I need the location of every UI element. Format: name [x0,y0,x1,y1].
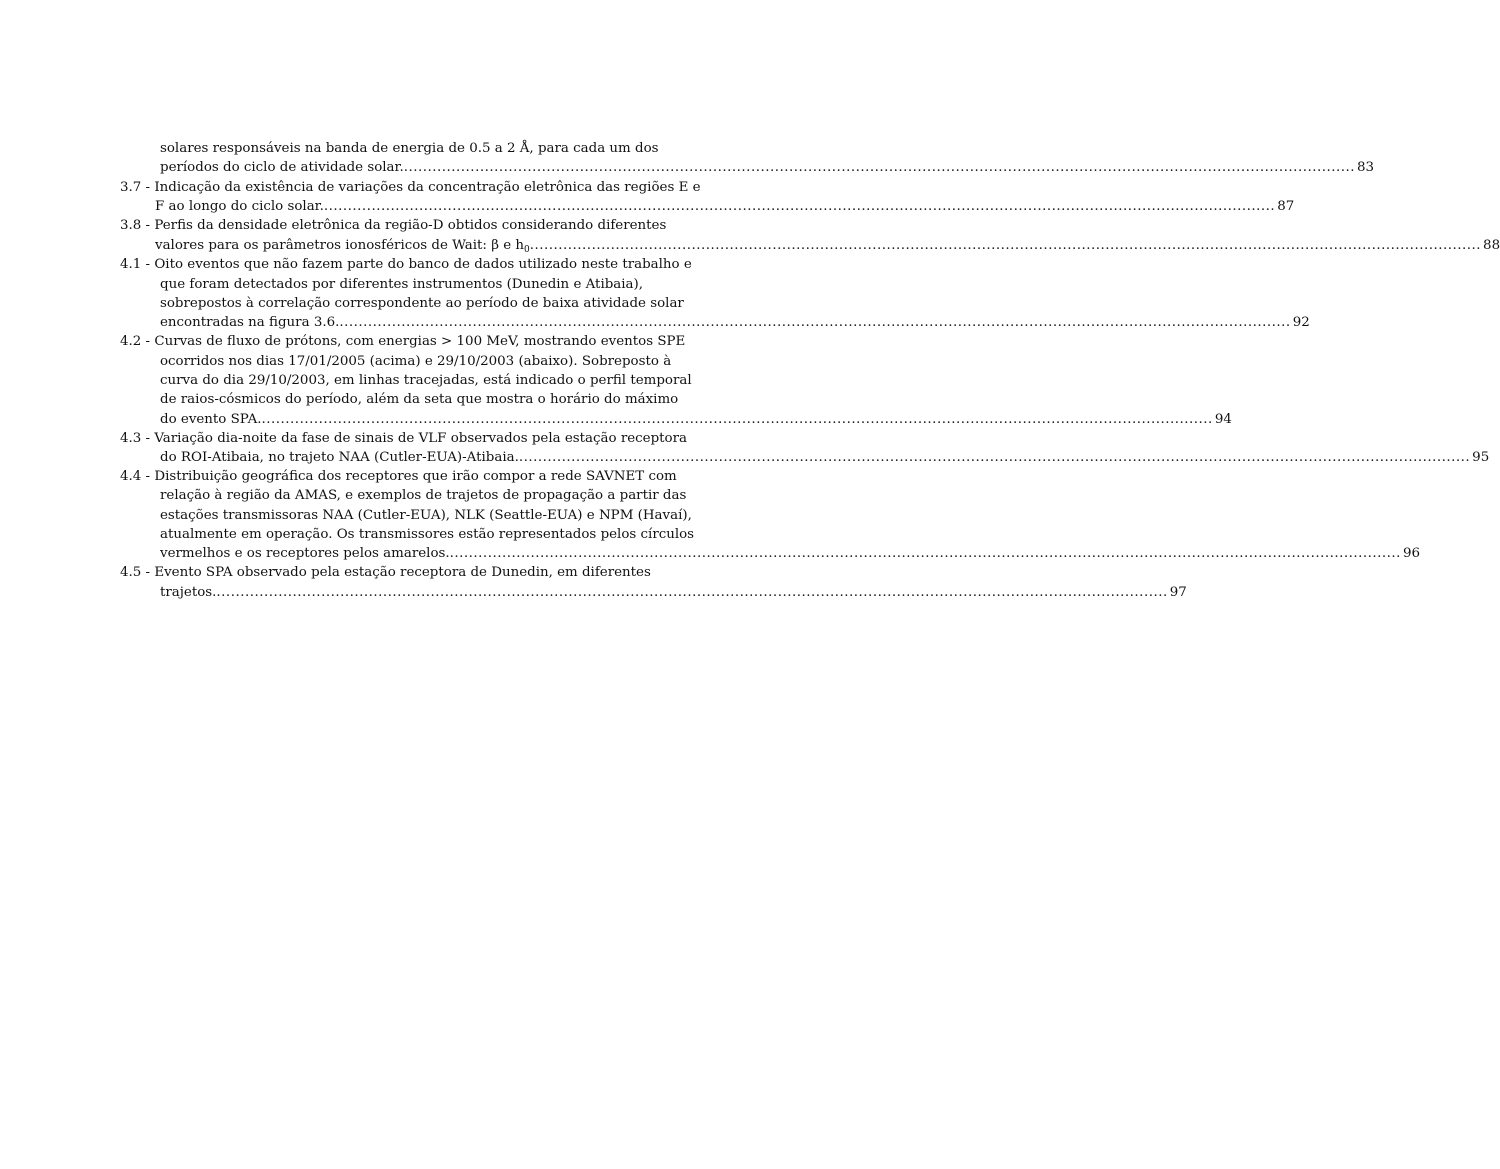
dot-leader: ........................................................................................................................................................................................................ [216,585,1168,600]
page-number: 92 [1292,315,1310,330]
toc-line-text: períodos do ciclo de atividade solar. [160,160,404,175]
page-number: 95 [1472,450,1490,465]
toc-line: 3.8 - Perfis da densidade eletrônica da região-D obtidos considerando diferentes [120,218,667,233]
toc-line-last [160,448,1490,468]
toc-line: 4.2 - Curvas de fluxo de prótons, com energias > 100 MeV, mostrando eventos SPE [120,334,686,349]
page-number: 88 [1483,238,1500,253]
toc-line: 4.1 - Oito eventos que não fazem parte do banco de dados utilizado neste trabalho e [120,257,692,272]
page-number: 94 [1214,412,1232,427]
toc-line-last [160,583,1187,603]
subscript: 0 [524,245,530,255]
toc-line-text: F ao longo do ciclo solar. [155,199,324,214]
dot-leader: ........................................................................................................................................................................................................ [339,315,1291,330]
dot-leader: ........................................................................................................................................................................................................ [261,412,1213,427]
toc-line-text: encontradas na figura 3.6. [160,315,340,330]
toc-line-last [155,236,1500,256]
toc-line-text: vermelhos e os receptores pelos amarelos. [160,546,450,561]
dot-leader: ........................................................................................................................................................................................................ [403,160,1356,175]
page-number: 83 [1357,160,1375,175]
dot-leader: ........................................................................................................................................................................................................ [449,546,1401,561]
dot-leader: ........................................................................................................................................................................................................ [323,199,1276,214]
page-number: 87 [1277,199,1295,214]
toc-line: estações transmissoras NAA (Cutler-EUA), NLK (Seattle-EUA) e NPM (Havaí), [160,508,692,523]
dot-leader: ........................................................................................................................................................................................................ [518,450,1471,465]
toc-line-text: valores para os parâmetros ionosféricos de Wait: β e $h_0$ [155,238,530,255]
toc-line-last [160,410,1232,430]
page-number: 96 [1402,546,1420,561]
toc-line: relação à região da AMAS, e exemplos de trajetos de propagação a partir das [160,488,687,503]
toc-line-last [160,158,1375,178]
toc-line: atualmente em operação. Os transmissores estão representados pelos círculos [160,527,695,542]
toc-line-last [160,313,1310,333]
toc-line: ocorridos nos dias 17/01/2005 (acima) e 29/10/2003 (abaixo). Sobreposto à [160,354,672,369]
toc-line-text: trajetos. [160,585,217,600]
page-number: 97 [1169,585,1187,600]
toc-line-text: do ROI-Atibaia, no trajeto NAA (Cutler-EUA)-Atibaia. [160,450,519,465]
toc-line: 4.4 - Distribuição geográfica dos receptores que irão compor a rede SAVNET com [120,469,677,484]
toc-line: que foram detectados por diferentes instrumentos (Dunedin e Atibaia), [160,277,644,292]
toc-line: sobrepostos à correlação correspondente ao período de baixa atividade solar [160,296,684,311]
toc-line-text: do evento SPA. [160,412,262,427]
dot-leader: ........................................................................................................................................................................................................ [529,238,1482,253]
toc-line: curva do dia 29/10/2003, em linhas tracejadas, está indicado o perfil temporal [160,373,692,388]
toc-line: de raios-cósmicos do período, além da seta que mostra o horário do máximo [160,392,679,407]
toc-line: 4.3 - Variação dia-noite da fase de sinais de VLF observados pela estação receptora [120,431,687,446]
toc-line-last [155,197,1295,217]
toc-line: solares responsáveis na banda de energia de 0.5 a 2 Å, para cada um dos [160,141,659,156]
toc-line: 3.7 - Indicação da existência de variações da concentração eletrônica das regiões E e [120,180,701,195]
toc-line: 4.5 - Evento SPA observado pela estação receptora de Dunedin, em diferentes [120,565,651,580]
toc-line-last [160,544,1420,564]
